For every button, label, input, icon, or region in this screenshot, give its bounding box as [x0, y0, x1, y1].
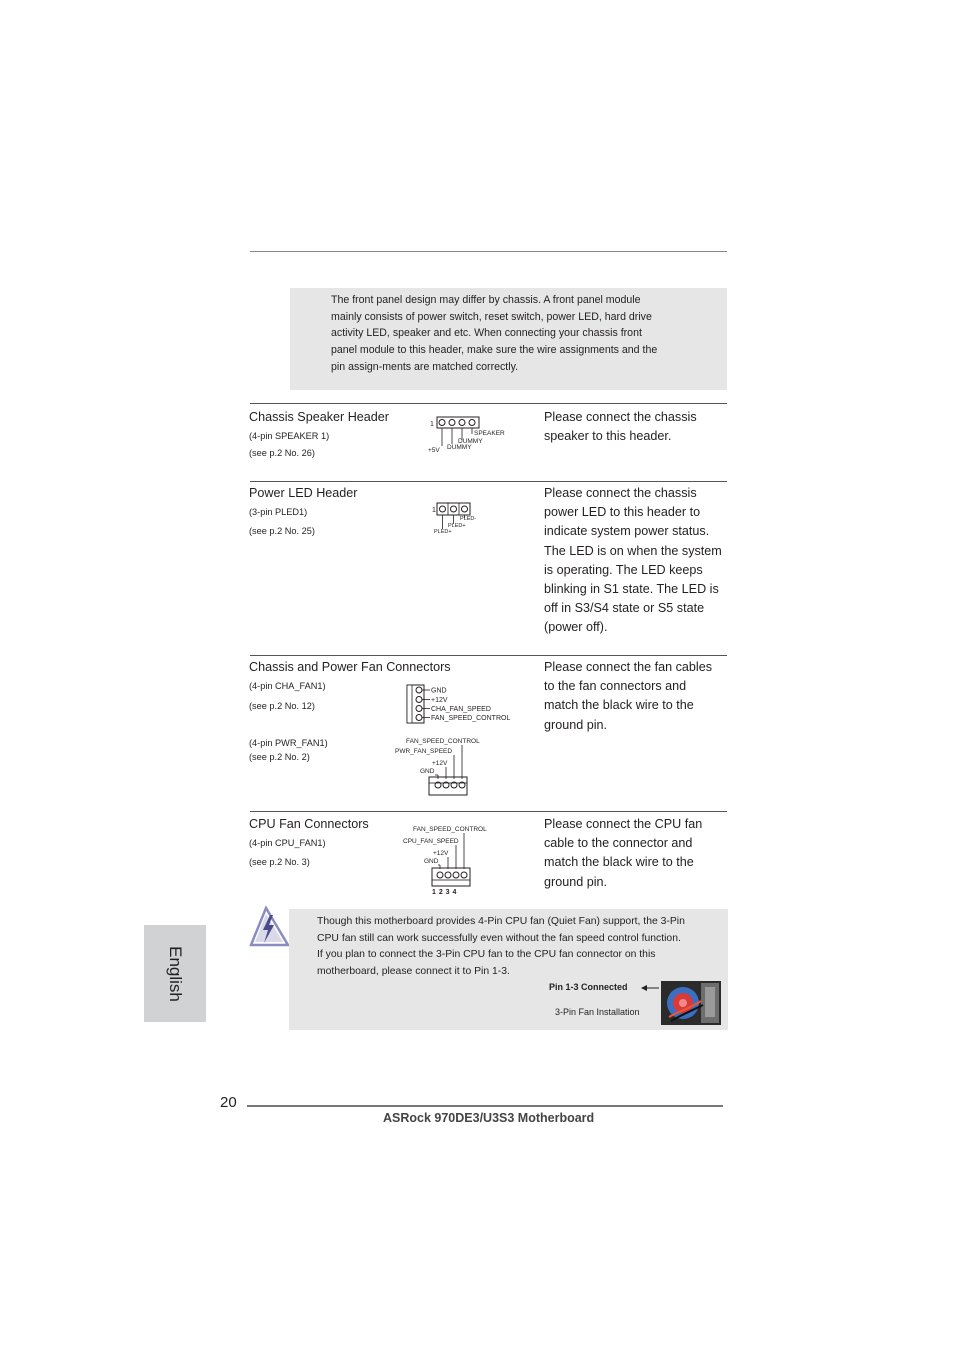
section-rule [250, 481, 727, 482]
cha-fan-diagram [404, 683, 519, 728]
cpu-fan-diagram [400, 823, 500, 898]
intro-line: mainly consists of power switch, reset switch, power LED, hard drive [331, 310, 652, 323]
pled-header-diagram [425, 498, 495, 538]
pin1-label: 1 [430, 421, 434, 428]
note-line: CPU fan still can work successfully even without the fan speed control function. [317, 932, 681, 944]
cha-fan-speed-label: CHA_FAN_SPEED [431, 706, 491, 713]
fan-ref: (see p.2 No. 12) [249, 701, 315, 711]
desc-line: power LED to this header to [544, 505, 701, 520]
desc-line: Please connect the chassis [544, 486, 697, 500]
intro-line: pin assign-ments are matched correctly. [331, 360, 519, 373]
fan-desc [544, 658, 729, 735]
fan-title: Chassis and Power Fan Connectors [249, 660, 451, 674]
desc-line: (power off). [544, 620, 608, 635]
v5-pin-label: +5V [428, 447, 440, 454]
pin1-label: 1 [432, 507, 436, 514]
desc-line: blinking in S1 state. The LED is [544, 582, 719, 597]
gnd-label: GND [424, 858, 439, 865]
desc-line: match the black wire to the [544, 855, 694, 870]
cpu-fan-speed-label: CPU_FAN_SPEED [403, 838, 459, 845]
pin-connected-label: Pin 1-3 Connected [549, 982, 628, 992]
note-text [317, 914, 722, 980]
pled-plus-label: PLED+ [448, 523, 466, 529]
desc-line: ground pin. [544, 717, 608, 732]
cpu-ref: (see p.2 No. 3) [249, 857, 310, 867]
desc-line: Please connect the CPU fan [544, 817, 703, 831]
page-number: 20 [220, 1094, 237, 1111]
note-line: Though this motherboard provides 4-Pin CPU fan (Quiet Fan) support, the 3-Pin [317, 916, 685, 927]
desc-line: cable to the connector and [544, 836, 693, 851]
footer-rule [247, 1105, 723, 1107]
desc-line: ground pin. [544, 874, 608, 889]
desc-line: match the black wire to the [544, 698, 694, 713]
section-rule [250, 655, 727, 656]
fan-sub-pwr: (4-pin PWR_FAN1) [249, 738, 328, 748]
speaker-title: Chassis Speaker Header [249, 410, 390, 424]
top-rule [250, 251, 727, 252]
pled-sub: (3-pin PLED1) [249, 507, 308, 517]
cpu-desc [544, 815, 729, 892]
pwr-fan-speed-label: PWR_FAN_SPEED [395, 748, 453, 755]
note-line: motherboard, please connect it to Pin 1-3. [317, 965, 510, 977]
arrow-left-icon [640, 983, 660, 993]
fan-ref-pwr: (see p.2 No. 2) [249, 752, 310, 762]
intro-line: activity LED, speaker and etc. When connecting your chassis front [331, 327, 642, 340]
desc-line: speaker to this header. [544, 429, 672, 444]
fan-sub: (4-pin CHA_FAN1) [249, 681, 326, 691]
speaker-ref: (see p.2 No. 26) [249, 448, 315, 458]
v12-label: +12V [433, 850, 449, 857]
gnd-label: GND [431, 687, 447, 695]
desc-line: The LED is on when the system [544, 543, 722, 558]
speaker-header-diagram [420, 412, 530, 458]
footer-title: ASRock 970DE3/U3S3 Motherboard [383, 1111, 595, 1125]
fan-install-caption: 3-Pin Fan Installation [555, 1007, 640, 1017]
intro-text [331, 292, 681, 376]
cpu-title: CPU Fan Connectors [249, 817, 369, 831]
pled-minus-label: PLED- [460, 516, 477, 522]
gnd-label: GND [420, 768, 435, 775]
fan-speed-control-label: FAN_SPEED_CONTROL [406, 738, 480, 745]
fan-speed-control-label: FAN_SPEED_CONTROL [413, 826, 487, 833]
desc-line: Please connect the chassis [544, 410, 697, 424]
speaker-desc [544, 408, 729, 446]
fan-speed-control-label: FAN_SPEED_CONTROL [431, 715, 511, 722]
desc-line: Please connect the fan cables [544, 660, 713, 674]
note-line: If you plan to connect the 3-Pin CPU fan to the CPU fan connector on this [317, 949, 656, 960]
v12-label: +12V [432, 760, 448, 767]
desc-line: to the fan connectors and [544, 679, 687, 694]
fan-installation-photo [661, 981, 721, 1025]
dummy-pin-label: DUMMY [458, 438, 483, 445]
section-rule [250, 811, 727, 812]
speaker-pin-label: SPEAKER [474, 430, 505, 437]
language-tab [144, 925, 206, 1022]
pin-numbers: 1 2 3 4 [432, 889, 457, 896]
speaker-sub: (4-pin SPEAKER 1) [249, 431, 330, 441]
v12-label: +12V [431, 697, 448, 704]
pled-plus-label: PLED+ [434, 529, 452, 535]
intro-line: The front panel design may differ by chassis. A front panel module [331, 294, 641, 306]
desc-line: off in S3/S4 state or S5 state [544, 601, 705, 616]
cpu-sub: (4-pin CPU_FAN1) [249, 838, 326, 848]
section-rule [250, 403, 727, 404]
desc-line: is operating. The LED keeps [544, 562, 703, 577]
pled-title: Power LED Header [249, 486, 358, 500]
language-tab-label: English [166, 945, 185, 1002]
warning-icon [248, 906, 292, 948]
desc-line: indicate system power status. [544, 524, 710, 539]
intro-line: panel module to this header, make sure the wire assignments and the [331, 344, 658, 357]
dummy-pin-label: DUMMY [447, 444, 472, 451]
pled-ref: (see p.2 No. 25) [249, 526, 315, 536]
pwr-fan-diagram [392, 733, 502, 798]
pled-desc [544, 484, 729, 638]
